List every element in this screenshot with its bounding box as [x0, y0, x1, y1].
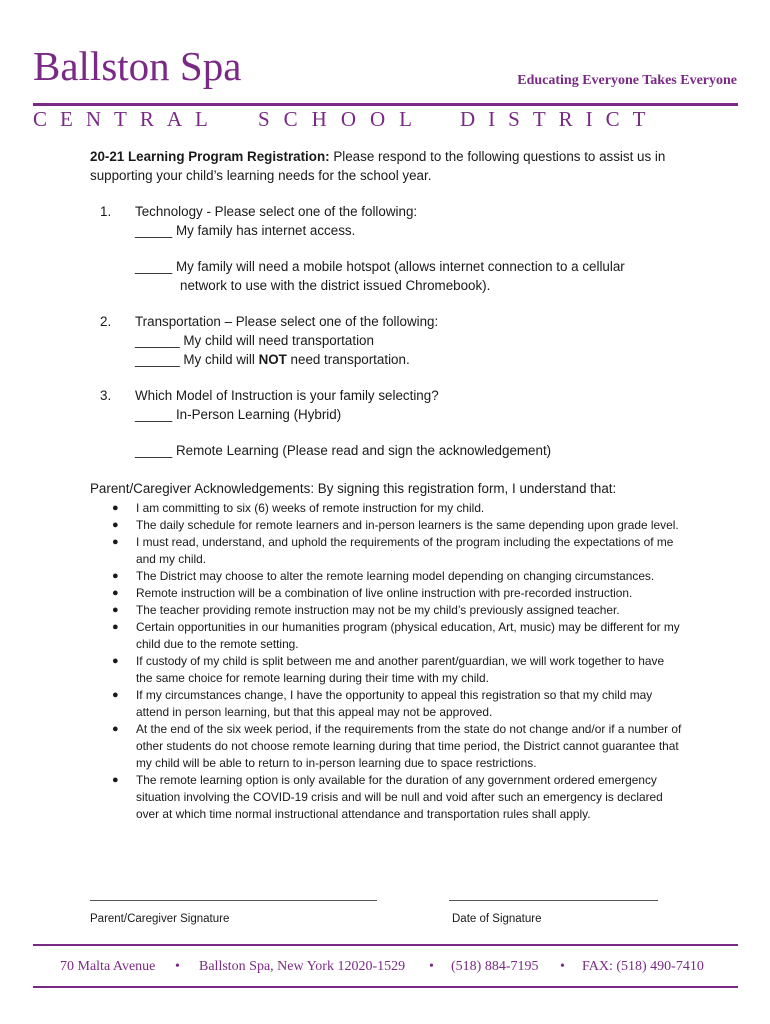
option-in-person-learning[interactable]: _____ In-Person Learning (Hybrid) [135, 407, 342, 422]
list-item [90, 772, 690, 823]
form-body [90, 147, 690, 823]
acknowledgements-list [90, 500, 690, 823]
signature-label: Parent/Caregiver Signature [90, 913, 230, 925]
form-title: 20-21 Learning Program Registration: [90, 149, 330, 164]
bullet-icon: ● [112, 655, 119, 667]
list-item [90, 534, 690, 568]
footer-city: Ballston Spa, New York 12020-1529 [199, 959, 406, 974]
option-text-end: need transportation. [286, 352, 410, 367]
footer-separator: • [560, 959, 565, 974]
intro-paragraph [90, 147, 690, 185]
bullet-icon: ● [112, 723, 119, 735]
district-motto: Educating Everyone Takes Everyone [517, 73, 737, 88]
option-needs-transportation[interactable]: ______ My child will need transportation [135, 333, 374, 348]
letterhead-word-district: DISTRICT [460, 107, 659, 131]
date-line[interactable] [449, 900, 658, 902]
question-text: Transportation – Please select one of the following: [135, 314, 439, 329]
footer-separator: • [175, 959, 180, 974]
list-item-text: I am committing to six (6) weeks of remote instruction for my child. [136, 501, 485, 515]
bullet-icon: ● [112, 621, 119, 633]
footer-rule-bottom [33, 986, 738, 988]
bullet-icon: ● [112, 689, 119, 701]
question-number: 2. [100, 314, 112, 329]
footer-rule-top [33, 944, 738, 946]
list-item [90, 721, 690, 772]
bullet-icon: ● [112, 774, 119, 786]
intro-text: Please respond to the following questions to assist us in supporting your child’s learning needs for the school year. [90, 149, 666, 183]
list-item [90, 500, 690, 517]
letterhead [0, 0, 770, 140]
letterhead-word-central: CENTRAL [33, 107, 221, 131]
bullet-icon: ● [112, 536, 119, 548]
list-item [90, 585, 690, 602]
bullet-icon: ● [112, 519, 119, 531]
list-item-text: Remote instruction will be a combination of live online instruction with pre-recorded instruction. [136, 586, 633, 600]
question-3 [90, 386, 690, 405]
signature-line[interactable] [90, 900, 377, 902]
footer-separator: • [429, 959, 434, 974]
list-item-text: At the end of the six week period, if the requirements from the state do not change and/or if a number of other students do not choose remote learning during that time period, the District cannot guarantee that my child will be able to return to in-person learning due to space restrictions. [136, 722, 682, 770]
bullet-icon: ● [112, 502, 119, 514]
date-label: Date of Signature [452, 913, 542, 925]
list-item-text: The teacher providing remote instruction may not be my child’s previously assigned teacher. [136, 603, 620, 617]
list-item [90, 517, 690, 534]
option-text: _____ My family will need a mobile hotspot (allows internet connection to a cellular [135, 259, 625, 274]
list-item-text: If custody of my child is split between me and another parent/guardian, we will work together to have the same choice for remote learning during their time with my child. [136, 654, 665, 685]
list-item-text: The daily schedule for remote learners and in-person learners is the same depending upon grade level. [136, 518, 679, 532]
list-item-text: If my circumstances change, I have the opportunity to appeal this registration so that my child may attend in person learning, but that this appeal may not be approved. [136, 688, 653, 719]
option-text: ______ My child will [135, 352, 259, 367]
list-item [90, 602, 690, 619]
district-name: Ballston Spa [33, 43, 242, 89]
bullet-icon: ● [112, 570, 119, 582]
question-1 [90, 202, 690, 221]
question-2 [90, 312, 690, 331]
letterhead-word-school: SCHOOL [258, 107, 427, 131]
question-number: 3. [100, 388, 112, 403]
acknowledgements-title: Parent/Caregiver Acknowledgements: By signing this registration form, I understand that: [90, 481, 617, 496]
list-item [90, 568, 690, 585]
option-text-continued: network to use with the district issued Chromebook). [180, 278, 491, 293]
option-no-transportation[interactable] [90, 350, 690, 369]
footer [33, 959, 738, 981]
bullet-icon: ● [112, 587, 119, 599]
list-item-text: I must read, understand, and uphold the requirements of the program including the expectations of me and my child. [136, 535, 674, 566]
list-item [90, 687, 690, 721]
question-number: 1. [100, 204, 112, 219]
question-text: Technology - Please select one of the following: [135, 204, 418, 219]
question-text: Which Model of Instruction is your family selecting? [135, 388, 439, 403]
list-item [90, 619, 690, 653]
list-item-text: The remote learning option is only available for the duration of any government ordered emergency situation involving the COVID-19 crisis and will be null and void after such an emergency is declared over at which time normal instructional attendance and transportation rules shall apply. [136, 773, 663, 821]
footer-fax: FAX: (518) 490-7410 [582, 959, 704, 974]
bullet-icon: ● [112, 604, 119, 616]
list-item-text: The District may choose to alter the remote learning model depending on changing circumstances. [136, 569, 655, 583]
footer-phone: (518) 884-7195 [451, 959, 539, 974]
option-mobile-hotspot[interactable] [90, 257, 690, 295]
list-item-text: Certain opportunities in our humanities program (physical education, Art, music) may be different for my child due to the remote setting. [136, 620, 680, 651]
option-remote-learning[interactable]: _____ Remote Learning (Please read and sign the acknowledgement) [135, 443, 552, 458]
option-internet-access[interactable]: _____ My family has internet access. [135, 223, 356, 238]
option-emphasis: NOT [258, 352, 287, 367]
footer-address: 70 Malta Avenue [60, 959, 156, 974]
list-item [90, 653, 690, 687]
